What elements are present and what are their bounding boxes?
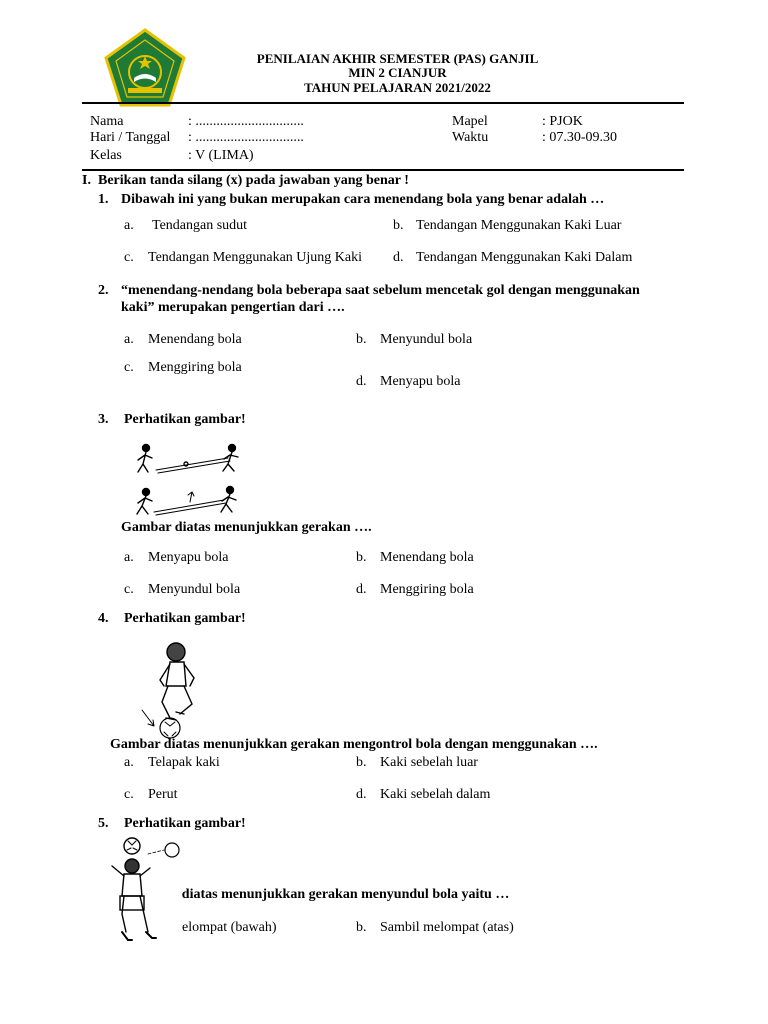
q2-option-b[interactable]: Menyundul bola [380, 332, 473, 347]
q5-caption: Gambar diatas menunjukkan gerakan menyundul bola yaitu … [128, 887, 510, 902]
kelas-value: : V (LIMA) [188, 148, 254, 163]
q4-a-label: a. [124, 755, 134, 770]
hari-field[interactable]: : ............................... [188, 130, 304, 145]
q4-option-b[interactable]: Kaki sebelah luar [380, 755, 478, 770]
q3-b-label: b. [356, 550, 367, 565]
q4-b-label: b. [356, 755, 367, 770]
mapel-label: Mapel [452, 114, 488, 129]
q3-d-label: d. [356, 582, 367, 597]
q1-text: Dibawah ini yang bukan merupakan cara menendang bola yang benar adalah … [121, 192, 605, 207]
q1-d-label: d. [393, 250, 404, 265]
dribbling-illustration [128, 440, 246, 520]
heading-ball-illustration [104, 836, 182, 954]
q1-a-label: a. [124, 218, 134, 233]
q2-option-c[interactable]: Menggiring bola [148, 360, 242, 375]
waktu-value: : 07.30-09.30 [542, 130, 618, 145]
q2-text-line2: kaki” merupakan pengertian dari …. [121, 300, 345, 315]
q5-option-a[interactable]: Sambil melompat (bawah) [128, 920, 277, 935]
section-instruction: Berikan tanda silang (x) pada jawaban yang benar ! [98, 173, 409, 188]
ball-control-illustration [140, 640, 212, 740]
q5-option-b[interactable]: Sambil melompat (atas) [380, 920, 514, 935]
q4-option-d[interactable]: Kaki sebelah dalam [380, 787, 491, 802]
q4-c-label: c. [124, 787, 134, 802]
nama-label: Nama [90, 114, 124, 129]
mapel-value: : PJOK [542, 114, 583, 129]
q2-c-label: c. [124, 360, 134, 375]
q3-option-b[interactable]: Menendang bola [380, 550, 474, 565]
q1-c-label: c. [124, 250, 134, 265]
q2-text-line1: “menendang-nendang bola beberapa saat sebelum mencetak gol dengan menggunakan [121, 283, 640, 298]
hari-label: Hari / Tanggal [90, 130, 171, 145]
q2-option-a[interactable]: Menendang bola [148, 332, 242, 347]
q5-number: 5. [98, 816, 109, 831]
q4-d-label: d. [356, 787, 367, 802]
section-number: I. [82, 173, 91, 188]
header-rule-top [82, 102, 684, 104]
q4-option-a[interactable]: Telapak kaki [148, 755, 220, 770]
q4-option-c[interactable]: Perut [148, 787, 178, 802]
waktu-label: Waktu [452, 130, 489, 145]
q3-option-a[interactable]: Menyapu bola [148, 550, 229, 565]
q5-text: Perhatikan gambar! [124, 816, 246, 831]
q5-b-label: b. [356, 920, 367, 935]
q2-a-label: a. [124, 332, 134, 347]
q3-option-d[interactable]: Menggiring bola [380, 582, 474, 597]
q3-text: Perhatikan gambar! [124, 412, 246, 427]
q4-number: 4. [98, 611, 109, 626]
q3-caption: Gambar diatas menunjukkan gerakan …. [121, 520, 372, 535]
q2-option-d[interactable]: Menyapu bola [380, 374, 461, 389]
q1-option-a[interactable]: Tendangan sudut [152, 218, 248, 233]
q2-number: 2. [98, 283, 109, 298]
q3-c-label: c. [124, 582, 134, 597]
q3-a-label: a. [124, 550, 134, 565]
exam-title: PENILAIAN AKHIR SEMESTER (PAS) GANJIL [256, 51, 539, 66]
school-name: MIN 2 CIANJUR [348, 65, 447, 80]
q1-option-b[interactable]: Tendangan Menggunakan Kaki Luar [416, 218, 622, 233]
q4-caption: Gambar diatas menunjukkan gerakan mengontrol bola dengan menggunakan …. [110, 737, 598, 752]
kelas-label: Kelas [90, 148, 122, 163]
q2-d-label: d. [356, 374, 367, 389]
q2-b-label: b. [356, 332, 367, 347]
q4-text: Perhatikan gambar! [124, 611, 246, 626]
academic-year: TAHUN PELAJARAN 2021/2022 [304, 80, 491, 95]
q1-option-d[interactable]: Tendangan Menggunakan Kaki Dalam [416, 250, 633, 265]
q1-option-c[interactable]: Tendangan Menggunakan Ujung Kaki [148, 250, 363, 265]
header-rule-bottom [82, 169, 684, 171]
q3-option-c[interactable]: Menyundul bola [148, 582, 241, 597]
nama-field[interactable]: : ............................... [188, 114, 304, 129]
q1-number: 1. [98, 192, 109, 207]
kemenag-logo [104, 28, 186, 108]
q3-number: 3. [98, 412, 109, 427]
q1-b-label: b. [393, 218, 404, 233]
